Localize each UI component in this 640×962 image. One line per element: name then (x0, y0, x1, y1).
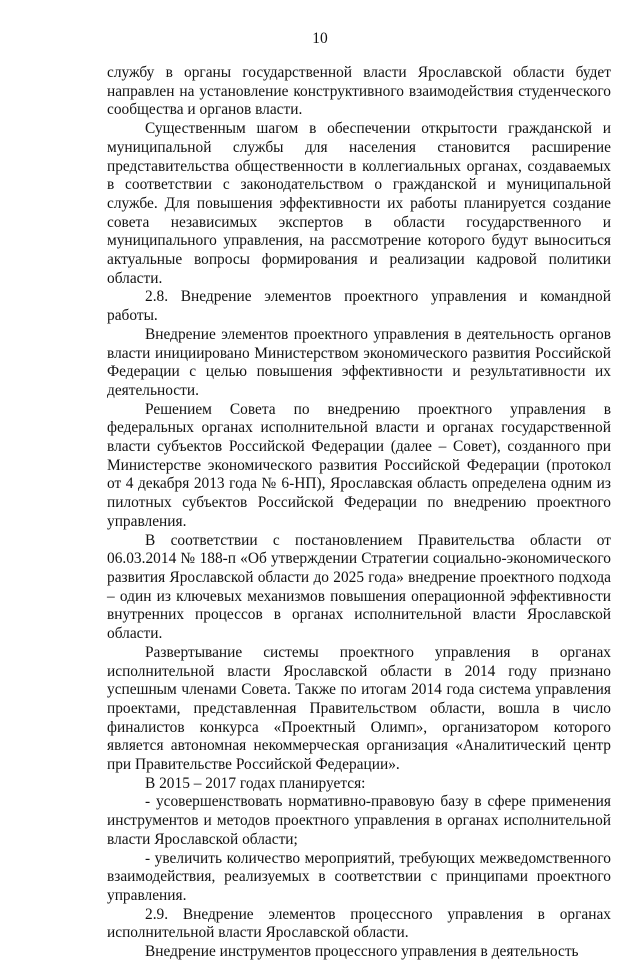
paragraph: Внедрение элементов проектного управления в деятельность органов власти инициировано Министерством экономического развития Российской Федерации с целью повышения эффективности и результативности их деятельности. (107, 325, 611, 399)
paragraph: В соответствии с постановлением Правительства области от 06.03.2014 № 188-п «Об утверждении Стратегии социально-экономического развития Ярославской области до 2025 года» внедрение проектного подхода – один из ключевых механизмов повышения операционной эффективности внутренних процессов в органах исполнительной власти Ярославской области. (107, 531, 611, 643)
paragraph: В 2015 – 2017 годах планируется: (145, 774, 366, 792)
paragraph: Существенным шагом в обеспечении открытости гражданской и муниципальной службы для населения становится расширение представительства общественности в коллегиальных органах, создаваемых в соответствии с законодательством о гражданской и муниципальной службе. Для повышения эффективности их работы планируется создание совета независимых экспертов в области государственного и муниципального управления, на рассмотрение которого будут выноситься актуальные вопросы формирования и реализации кадровой политики области. (107, 120, 611, 287)
section-heading: 2.8. Внедрение элементов проектного управления и командной работы. (107, 288, 611, 325)
list-item: - увеличить количество мероприятий, требующих межведомственного взаимодействия, реализуемых в соответствии с принципами проектного управления. (107, 849, 611, 904)
paragraph: службу в органы государственной власти Ярославской области будет направлен на установление конструктивного взаимодействия студенческого сообщества и органов власти. (107, 64, 611, 119)
section-heading: 2.9. Внедрение элементов процессного управления в органах исполнительной власти Ярославской области. (107, 905, 611, 942)
page-number: 10 (312, 30, 328, 47)
paragraph: Внедрение инструментов процессного управления в деятельность (145, 943, 579, 961)
document-body (107, 64, 611, 962)
list-item: - усовершенствовать нормативно-правовую базу в сфере применения инструментов и методов проектного управления в органах исполнительной власти Ярославской области; (107, 793, 611, 848)
paragraph: Решением Совета по внедрению проектного управления в федеральных органах исполнительной власти и органах государственной власти субъектов Российской Федерации (далее – Совет), созданного при Министерстве экономического развития Российской Федерации (протокол от 4 декабря 2013 года № 6-НП), Ярославская область определена одним из пилотных субъектов Российской Федерации по внедрению проектного управления. (107, 400, 611, 530)
paragraph: Развертывание системы проектного управления в органах исполнительной власти Ярославской области в 2014 году признано успешным членами Совета. Также по итогам 2014 года система управления проектами, представленная Правительством области, вошла в число финалистов конкурса «Проектный Олимп», организатором которого является автономная некоммерческая организация «Аналитический центр при Правительстве Российской Федерации». (107, 643, 611, 774)
